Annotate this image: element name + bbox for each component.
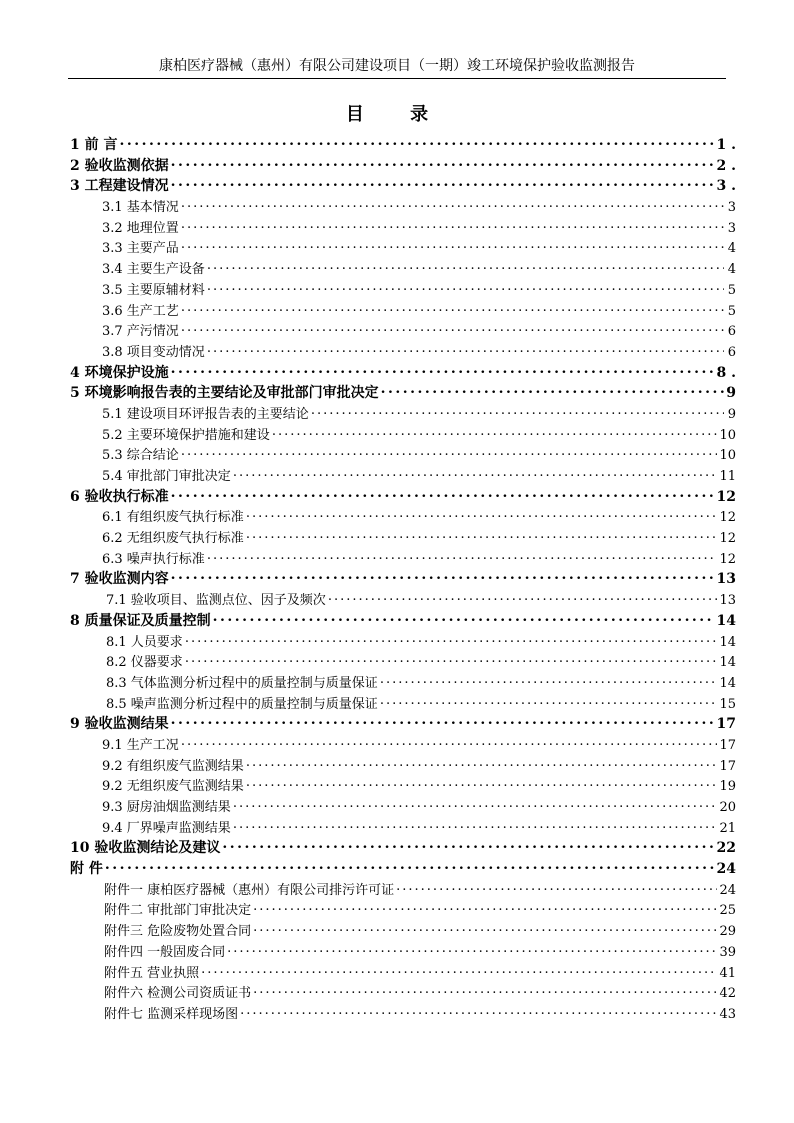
toc-entry-label: 附件五 营业执照 (104, 965, 200, 981)
toc-leader-dots (185, 632, 718, 646)
toc-leader-dots (396, 880, 717, 894)
toc-entry-label: 3.6 生产工艺 (102, 303, 179, 319)
toc-leader-dots (380, 694, 718, 708)
toc-leader-dots (253, 900, 717, 914)
toc-leader-dots (246, 507, 718, 521)
toc-entry-page-number: 21 (719, 820, 736, 836)
toc-entry-label: 7.1 验收项目、监测点位、因子及频次 (106, 593, 326, 609)
toc-entry-label: 4 环境保护设施 (70, 364, 169, 381)
toc-leader-dots (181, 445, 718, 459)
toc-leader-dots (171, 363, 715, 377)
toc-entry-page-number: 13 (716, 571, 736, 588)
toc-entry-page-number: 24 (719, 882, 736, 898)
toc-entry-page-number: 22 (716, 840, 736, 857)
toc-entry-page-number: 14 (716, 612, 736, 629)
toc-entry[interactable] (70, 837, 736, 858)
toc-entry-page-number: 10 (719, 448, 736, 464)
toc-leader-dots (171, 156, 715, 170)
toc-entry[interactable] (70, 527, 736, 548)
toc-entry-label: 6 验收执行标准 (70, 488, 169, 505)
toc-entry-label: 5 环境影响报告表的主要结论及审批部门审批决定 (70, 385, 379, 402)
toc-leader-dots (227, 942, 717, 956)
toc-entry-label: 9.4 厂界噪声监测结果 (102, 820, 231, 836)
toc-entry-page-number: 29 (719, 924, 736, 940)
toc-entry-page-number: 17 (716, 716, 736, 733)
toc-entry-label: 9.3 厨房油烟监测结果 (102, 800, 231, 815)
toc-leader-dots (171, 714, 715, 728)
toc-entry[interactable] (70, 506, 736, 527)
toc-entry[interactable] (70, 1003, 736, 1024)
toc-entry[interactable] (70, 775, 736, 796)
toc-leader-dots (253, 983, 717, 997)
toc-entry-label: 3 工程建设情况 (70, 178, 169, 195)
toc-entry-page-number: 6 (727, 324, 736, 340)
toc-leader-dots (181, 301, 724, 315)
toc-entry-page-number: 14 (719, 634, 736, 650)
toc-entry-page-number: 1 . (717, 137, 737, 153)
toc-entry-page-number: 9 (727, 406, 736, 422)
toc-entry[interactable] (70, 734, 736, 755)
toc-entry[interactable] (70, 610, 736, 631)
toc-entry[interactable] (70, 403, 736, 424)
toc-entry-label: 9.2 无组织废气监测结果 (102, 779, 244, 795)
toc-entry-label: 附件一 康柏医疗器械（惠州）有限公司排污许可证 (104, 882, 395, 898)
toc-leader-dots (171, 487, 715, 501)
toc-entry[interactable] (70, 237, 736, 258)
toc-entry-page-number: 25 (719, 903, 736, 919)
toc-entry-page-number: 14 (719, 655, 736, 671)
toc-leader-dots (207, 342, 724, 356)
toc-entry-page-number: 43 (719, 1006, 736, 1022)
toc-leader-dots (171, 176, 715, 190)
toc-entry[interactable] (70, 134, 736, 155)
toc-entry-label: 附件三 危险废物处置合同 (104, 924, 252, 940)
toc-leader-dots (233, 797, 718, 811)
toc-entry[interactable] (70, 858, 736, 879)
toc-leader-dots (181, 197, 724, 211)
toc-entry-page-number: 2 . (717, 158, 737, 174)
toc-leader-dots (233, 818, 718, 832)
toc-entry[interactable] (70, 713, 736, 734)
toc-entry-label: 附件四 一般固废合同 (104, 944, 226, 960)
toc-entry-label: 3.3 主要产品 (102, 241, 179, 257)
toc-leader-dots (105, 859, 715, 873)
toc-entry-label: 8.2 仪器要求 (106, 655, 183, 671)
toc-leader-dots (380, 673, 718, 687)
toc-entry-label: 8 质量保证及质量控制 (70, 612, 211, 629)
toc-leader-dots (381, 383, 724, 397)
toc-entry[interactable] (70, 982, 736, 1003)
toc-entry[interactable] (70, 424, 736, 445)
toc-entry[interactable] (70, 879, 736, 900)
toc-entry-label: 6.3 噪声执行标准 (102, 551, 205, 567)
toc-entry-page-number: 41 (719, 965, 736, 981)
toc-leader-dots (328, 590, 718, 604)
toc-entry-page-number: 12 (719, 510, 736, 526)
toc-leader-dots (311, 404, 724, 418)
toc-leader-dots (253, 921, 717, 935)
toc-entry-label: 8.5 噪声监测分析过程中的质量控制与质量保证 (106, 696, 378, 712)
toc-leader-dots (222, 838, 714, 852)
toc-entry-page-number: 3 (727, 200, 736, 216)
toc-entry-label: 1 前 言 (70, 137, 118, 153)
toc-entry[interactable] (70, 755, 736, 776)
toc-entry-page-number: 20 (719, 800, 736, 815)
toc-entry-page-number: 15 (719, 696, 736, 712)
toc-entry-page-number: 17 (719, 737, 736, 753)
running-header: 康柏医疗器械（惠州）有限公司建设项目（一期）竣工环境保护验收监测报告 (159, 58, 635, 74)
toc-entry[interactable] (70, 631, 736, 652)
toc-entry-label: 5.1 建设项目环评报告表的主要结论 (102, 406, 309, 422)
toc-entry-label: 3.2 地理位置 (102, 220, 179, 236)
toc-entry-label: 附件六 检测公司资质证书 (104, 986, 252, 1002)
toc-entry[interactable] (70, 899, 736, 920)
toc-entry-label: 3.8 项目变动情况 (102, 344, 205, 360)
toc-entry-page-number: 4 (727, 241, 736, 257)
toc-entry[interactable] (70, 568, 736, 589)
toc-entry-label: 2 验收监测依据 (70, 157, 169, 174)
toc-entry-page-number: 12 (719, 551, 736, 567)
toc-leader-dots (181, 238, 724, 252)
toc-leader-dots (233, 466, 718, 480)
toc-entry[interactable] (70, 279, 736, 300)
toc-entry-page-number: 42 (719, 986, 736, 1002)
toc-entry[interactable] (70, 548, 736, 569)
toc-entry-page-number: 4 (727, 262, 736, 278)
toc-entry-label: 7 验收监测内容 (70, 571, 169, 588)
toc-entry-label: 5.4 审批部门审批决定 (102, 469, 231, 484)
toc-leader-dots (181, 735, 718, 749)
toc-leader-dots (181, 321, 724, 335)
toc-leader-dots (246, 776, 718, 790)
toc-leader-dots (240, 1004, 717, 1018)
toc-entry-label: 6.2 无组织废气执行标准 (102, 531, 244, 547)
toc-leader-dots (246, 756, 718, 770)
toc-entry-page-number: 8 . (717, 365, 737, 381)
toc-entry[interactable] (70, 444, 736, 465)
toc-entry-label: 9.1 生产工况 (102, 737, 179, 753)
toc-entry-label: 8.3 气体监测分析过程中的质量控制与质量保证 (106, 675, 378, 691)
toc-entry-page-number: 24 (716, 861, 736, 878)
toc-entry-page-number: 14 (719, 675, 736, 691)
toc-entry[interactable] (70, 941, 736, 962)
toc-entry[interactable] (70, 320, 736, 341)
toc-entry[interactable] (70, 672, 736, 693)
toc-entry-label: 附件二 审批部门审批决定 (104, 903, 252, 919)
toc-title: 目 录 (345, 104, 449, 125)
toc-leader-dots (207, 259, 724, 273)
toc-leader-dots (207, 280, 724, 294)
toc-entry-page-number: 5 (727, 303, 736, 319)
toc-entry[interactable] (70, 920, 736, 941)
toc-entry-label: 9.2 有组织废气监测结果 (102, 758, 244, 774)
toc-entry-page-number: 12 (716, 488, 736, 505)
toc-entry[interactable] (70, 300, 736, 321)
toc-entry-page-number: 9 (726, 385, 736, 402)
toc-leader-dots (120, 135, 715, 149)
toc-entry[interactable] (70, 962, 736, 983)
toc-entry[interactable] (70, 341, 736, 362)
toc-leader-dots (272, 425, 718, 439)
toc-entry-page-number: 12 (719, 531, 736, 547)
toc-entry[interactable] (70, 175, 736, 196)
toc-entry-label: 附 件 (70, 861, 103, 878)
toc-leader-dots (171, 569, 715, 583)
toc-entry[interactable] (70, 693, 736, 714)
toc-entry[interactable] (70, 217, 736, 238)
toc-entry[interactable] (70, 817, 736, 838)
toc-entry-page-number: 39 (719, 944, 736, 960)
toc-leader-dots (213, 611, 715, 625)
toc-entry-page-number: 10 (719, 427, 736, 443)
toc-entry[interactable] (70, 382, 736, 403)
toc-leader-dots (246, 528, 718, 542)
toc-entry-page-number: 19 (719, 779, 736, 795)
toc-entry-page-number: 6 (727, 344, 736, 360)
toc-leader-dots (201, 963, 717, 977)
toc-entry-page-number: 3 . (717, 178, 737, 194)
toc-entry[interactable] (70, 465, 736, 486)
toc-entry[interactable] (70, 589, 736, 610)
toc-entry-page-number: 5 (727, 282, 736, 298)
toc-entry-page-number: 17 (719, 758, 736, 774)
toc-entry[interactable] (70, 155, 736, 176)
toc-entry-label: 3.4 主要生产设备 (102, 262, 205, 278)
toc-entry-page-number: 13 (719, 593, 736, 609)
toc-entry[interactable] (70, 362, 736, 383)
toc-entry-label: 6.1 有组织废气执行标准 (102, 510, 244, 526)
toc-entry-label: 3.7 产污情况 (102, 324, 179, 340)
toc-leader-dots (207, 549, 718, 563)
toc-leader-dots (181, 218, 724, 232)
toc-entry-label: 3.1 基本情况 (102, 200, 179, 216)
toc-entry-label: 5.3 综合结论 (102, 448, 179, 464)
toc-entry[interactable] (70, 651, 736, 672)
toc-entry-label: 附件七 监测采样现场图 (104, 1006, 239, 1022)
toc-entry[interactable] (70, 196, 736, 217)
toc-entry[interactable] (70, 486, 736, 507)
toc-entry-page-number: 3 (727, 220, 736, 236)
toc-entry-label: 8.1 人员要求 (106, 634, 183, 650)
table-of-contents (70, 134, 736, 1024)
toc-entry[interactable] (70, 258, 736, 279)
header-divider (68, 78, 726, 79)
toc-entry-label: 3.5 主要原辅材料 (102, 282, 205, 298)
toc-entry[interactable] (70, 796, 736, 817)
toc-leader-dots (185, 652, 718, 666)
toc-entry-label: 5.2 主要环境保护措施和建设 (102, 427, 270, 443)
toc-entry-page-number: 11 (719, 469, 736, 484)
toc-entry-label: 10 验收监测结论及建议 (70, 840, 221, 857)
toc-entry-label: 9 验收监测结果 (70, 716, 169, 733)
